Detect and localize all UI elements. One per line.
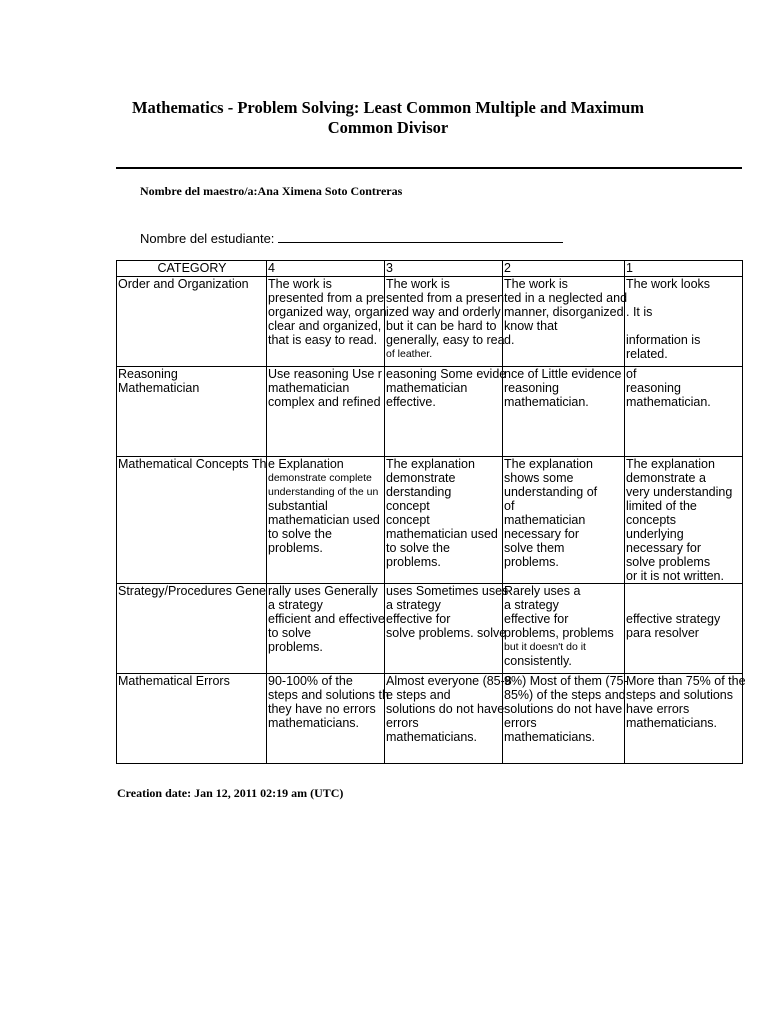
cell-line: but it can be hard to (386, 319, 497, 333)
score-1-cell (625, 457, 743, 584)
header-score-4: 4 (267, 261, 385, 277)
cell-line: effective. (386, 395, 436, 409)
cell-line: but it doesn't do it (504, 641, 586, 653)
cell-line: The explanation (626, 457, 715, 471)
cell-line: solve problems. solve (386, 626, 507, 640)
cell-line: substantial (268, 499, 328, 513)
score-1-cell (625, 367, 743, 457)
category-cell (117, 367, 267, 457)
cell-line (626, 291, 742, 305)
cell-line: mathematicians. (504, 730, 596, 744)
cell-line: problems, problems (504, 626, 614, 640)
header-score-1: 1 (625, 261, 743, 277)
cell-line: mathematician used (386, 527, 498, 541)
score-3-cell (385, 674, 512, 764)
cell-line: concept (386, 499, 430, 513)
cell-line: The work is (268, 277, 332, 291)
category-cell (117, 674, 267, 764)
score-3-cell (385, 367, 507, 457)
cell-line (626, 584, 742, 598)
cell-line: mathematicians. (386, 730, 478, 744)
category-line: Strategy/Procedures Gene (118, 584, 266, 598)
rubric-header-row (117, 261, 743, 277)
cell-line: information is (626, 333, 701, 347)
category-line: Reasoning (118, 367, 178, 381)
cell-line: ted in a neglected and (504, 291, 628, 305)
student-name-blank (278, 230, 563, 243)
cell-line: concepts (626, 513, 677, 527)
cell-line: solutions do not have (504, 702, 623, 716)
cell-line: of (626, 367, 637, 381)
cell-line: have errors (626, 702, 690, 716)
cell-line: a strategy (268, 598, 323, 612)
cell-line: The explanation (504, 457, 593, 471)
cell-line: related. (626, 347, 668, 361)
cell-line: mathematician (504, 513, 586, 527)
cell-line: easoning Some evide (386, 367, 507, 381)
student-name-row (140, 230, 563, 246)
student-name-label: Nombre del estudiante: (140, 231, 279, 246)
cell-line: d. (504, 333, 515, 347)
category-line: Order and Organization (118, 277, 249, 291)
cell-line: mathematician (268, 381, 350, 395)
cell-line: generally, easy to rea (386, 333, 505, 347)
document-title (100, 98, 676, 138)
cell-line: shows some (504, 471, 574, 485)
cell-line: problems. (268, 640, 323, 654)
score-2-cell (503, 584, 625, 674)
title-line-1: Mathematics - Problem Solving: Least Common Multiple and Maximum (131, 98, 645, 117)
header-score-3: 3 (385, 261, 503, 277)
cell-line: e steps and (386, 688, 451, 702)
score-4-cell (267, 584, 385, 674)
category-line: Mathematical Concepts Th (118, 457, 267, 471)
cell-line: consistently. (504, 654, 572, 668)
score-4-cell (267, 367, 385, 457)
score-2-cell (503, 457, 625, 584)
cell-line: demonstrate a (626, 471, 706, 485)
cell-line: to solve the (386, 541, 450, 555)
score-3-cell (385, 457, 503, 584)
cell-line: ized way and orderly (386, 305, 501, 319)
cell-line: . It is (626, 305, 653, 319)
rubric-table (116, 260, 746, 764)
cell-line: sented from a presen (386, 291, 505, 305)
cell-line: reasoning (626, 381, 681, 395)
score-1-cell (625, 584, 743, 674)
cell-line: very understanding (626, 485, 733, 499)
score-4-cell (267, 674, 389, 764)
rubric-row-order-and-organization (117, 277, 743, 367)
rubric-row-mathematical-concepts (117, 457, 743, 584)
cell-line: necessary for (504, 527, 580, 541)
cell-line: mathematician. (626, 395, 711, 409)
cell-line: organized way, organ (268, 305, 387, 319)
cell-line: know that (504, 319, 558, 333)
cell-line: effective strategy (626, 612, 721, 626)
cell-line: effective for (386, 612, 451, 626)
cell-line: or it is not written. (626, 569, 724, 583)
cell-line: steps and solutions (626, 688, 734, 702)
cell-line: of (504, 499, 515, 513)
rubric-row-mathematical-errors (117, 674, 743, 764)
cell-line: underlying (626, 527, 684, 541)
cell-line: concept (386, 513, 430, 527)
cell-line: limited of the (626, 499, 697, 513)
cell-line: errors (504, 716, 537, 730)
cell-line: The explanation (386, 457, 475, 471)
cell-line: The work is (504, 277, 568, 291)
cell-line: Almost everyone (85-8 (386, 674, 512, 688)
cell-line: presented from a pre (268, 291, 385, 305)
cell-line: problems. (268, 541, 323, 555)
score-1-cell (625, 674, 746, 764)
cell-line: errors (386, 716, 419, 730)
score-3-cell (385, 584, 509, 674)
category-cell (117, 457, 267, 584)
cell-line: to solve (268, 626, 312, 640)
cell-line: More than 75% of the (626, 674, 746, 688)
cell-line: of leather. (386, 348, 433, 360)
cell-line: The work is (386, 277, 450, 291)
cell-line: to solve the (268, 527, 332, 541)
cell-line: mathematician used (268, 513, 380, 527)
score-4-cell (267, 277, 385, 367)
cell-line: uses Sometimes uses (386, 584, 509, 598)
cell-line: effective for (504, 612, 569, 626)
header-category: CATEGORY (117, 261, 267, 277)
cell-line: solutions do not have (386, 702, 505, 716)
cell-line: nce of Little evidence (504, 367, 622, 381)
cell-line: demonstrate complete (268, 472, 372, 484)
cell-line: The work looks (626, 277, 711, 291)
cell-line: clear and organized, (268, 319, 382, 333)
category-line: Mathematician (118, 381, 200, 395)
cell-line: understanding of (504, 485, 598, 499)
rubric-row-reasoning-mathematician (117, 367, 743, 457)
cell-line: reasoning (504, 381, 559, 395)
title-line-2: Common Divisor (327, 118, 449, 137)
rubric-body (117, 277, 746, 764)
score-2-cell (503, 277, 628, 367)
cell-line: problems. (504, 555, 559, 569)
title-divider (116, 167, 742, 169)
cell-line: Use reasoning Use r (268, 367, 382, 381)
cell-line: they have no errors (268, 702, 376, 716)
cell-line: mathematicians. (626, 716, 718, 730)
score-2-cell (503, 674, 628, 764)
cell-line (626, 319, 742, 333)
teacher-name: Nombre del maestro/a:Ana Ximena Soto Contreras (140, 184, 403, 198)
cell-line: derstanding (386, 485, 452, 499)
cell-line: e Explanation (268, 457, 344, 471)
cell-line: steps and solutions th (268, 688, 389, 702)
cell-line: necessary for (626, 541, 702, 555)
creation-date: Creation date: Jan 12, 2011 02:19 am (UTC) (117, 786, 344, 800)
cell-line: efficient and effective (268, 612, 385, 626)
cell-line: mathematician (386, 381, 468, 395)
cell-line: demonstrate (386, 471, 456, 485)
cell-line: problems. (386, 555, 441, 569)
score-2-cell (503, 367, 625, 457)
cell-line: a strategy (504, 598, 559, 612)
score-4-cell (267, 457, 385, 584)
header-score-2: 2 (503, 261, 625, 277)
cell-line: Rarely uses a (504, 584, 581, 598)
cell-line: understanding of the un (268, 486, 379, 498)
score-1-cell (625, 277, 743, 367)
cell-line: manner, disorganized (504, 305, 624, 319)
category-cell (117, 277, 267, 367)
rubric-row-strategy-procedures (117, 584, 743, 674)
cell-line: solve problems (626, 555, 711, 569)
cell-line: complex and refined (268, 395, 381, 409)
score-3-cell (385, 277, 503, 367)
cell-line: para resolver (626, 626, 699, 640)
cell-line: mathematicians. (268, 716, 360, 730)
cell-line: rally uses Generally (268, 584, 378, 598)
cell-line: that is easy to read. (268, 333, 378, 347)
category-line: Mathematical Errors (118, 674, 230, 688)
category-cell (117, 584, 267, 674)
cell-line: a strategy (386, 598, 441, 612)
cell-line: solve them (504, 541, 565, 555)
cell-line: mathematician. (504, 395, 589, 409)
cell-line (626, 598, 742, 612)
cell-line: 85%) of the steps and (504, 688, 626, 702)
cell-line: 9%) Most of them (75- (504, 674, 628, 688)
cell-line: 90-100% of the (268, 674, 353, 688)
